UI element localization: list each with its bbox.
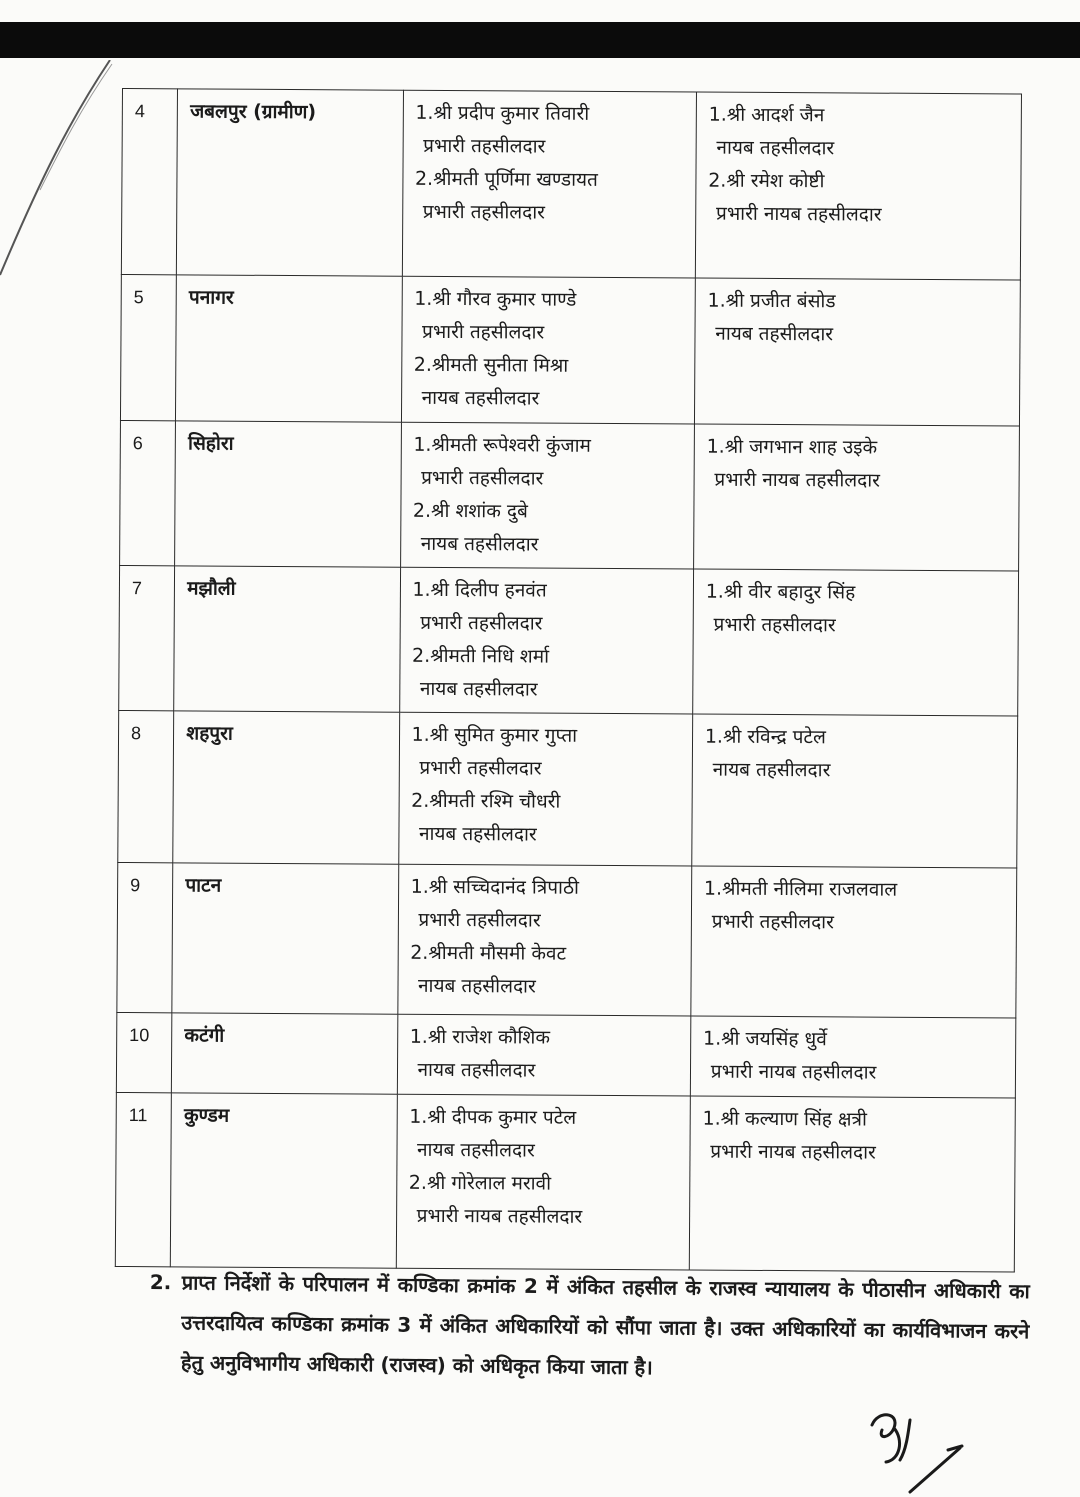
officer-designation: नायब तहसीलदार	[715, 322, 834, 346]
officer-name: 1.श्री राजेश कौशिक	[409, 1025, 551, 1049]
tehsil-name-cell: पनागर	[176, 275, 402, 422]
presiding-officer-cell	[402, 90, 696, 278]
assigned-officer-cell	[695, 92, 1021, 280]
serial-number-cell: 5	[120, 274, 176, 420]
officer-designation: प्रभारी नायब तहसीलदार	[714, 468, 881, 492]
officer-entry	[708, 99, 1011, 167]
officer-designation: प्रभारी नायब तहसीलदार	[416, 1204, 583, 1228]
table-row	[115, 1092, 1015, 1271]
tehsil-name-cell: कुण्डम	[171, 1093, 397, 1268]
officer-entry	[414, 283, 685, 351]
serial-number-cell: 6	[120, 420, 176, 565]
officer-designation: प्रभारी तहसीलदार	[713, 613, 836, 637]
officer-entry	[705, 721, 1008, 789]
officer-name: 1.श्री प्रजीत बंसोड	[707, 289, 836, 313]
officer-name: 2.श्री शशांक दुबे	[412, 499, 528, 523]
officer-entry	[409, 1101, 680, 1169]
officer-name: 1.श्री प्रदीप कुमार तिवारी	[415, 101, 590, 125]
officer-entry	[413, 429, 684, 497]
officer-designation: प्रभारी तहसीलदार	[418, 908, 541, 932]
instruction-paragraph	[149, 1262, 1030, 1391]
paragraph-number: 2.	[149, 1269, 172, 1295]
table-row	[120, 420, 1020, 570]
officer-entry	[704, 873, 1007, 941]
officer-designation: नायब तहसीलदार	[419, 677, 538, 701]
assigned-officer-cell	[690, 1016, 1016, 1098]
officer-designation: नायब तहसीलदार	[418, 822, 537, 846]
assigned-officer-cell	[694, 278, 1020, 426]
officer-entry	[707, 285, 1010, 353]
presiding-officer-cell	[397, 1014, 691, 1096]
officer-entry	[705, 576, 1008, 644]
officer-entry	[412, 640, 683, 708]
officer-entry	[702, 1103, 1005, 1171]
officer-designation: प्रभारी तहसीलदार	[420, 611, 543, 635]
officer-entry	[415, 163, 686, 231]
officer-name: 1.श्री दीपक कुमार पटेल	[409, 1105, 577, 1129]
presiding-officer-cell	[398, 712, 692, 866]
officer-entry	[409, 1021, 680, 1089]
officer-designation: नायब तहसीलदार	[417, 974, 536, 998]
officer-designation: नायब तहसीलदार	[417, 1058, 536, 1082]
table-body	[115, 89, 1021, 1272]
assigned-officer-cell	[692, 569, 1018, 716]
officer-name: 1.श्रीमती रूपेश्वरी कुंजाम	[413, 433, 591, 457]
officer-entry	[415, 97, 686, 165]
officer-designation: नायब तहसीलदार	[712, 758, 831, 782]
top-dark-band	[0, 22, 1080, 58]
officer-name: 1.श्री सुमित कुमार गुप्ता	[411, 723, 578, 747]
tehsil-name-cell: जबलपुर (ग्रामीण)	[177, 89, 403, 276]
table-row	[117, 862, 1017, 1017]
tehsil-name-cell: शहपुरा	[173, 711, 399, 864]
officer-entry	[411, 719, 682, 787]
officer-designation: नायब तहसीलदार	[420, 532, 539, 556]
table-row	[120, 274, 1020, 425]
officer-designation: प्रभारी तहसीलदार	[419, 756, 542, 780]
serial-number-cell: 7	[119, 565, 175, 710]
officer-name: 1.श्री कल्याण सिंह क्षत्री	[702, 1107, 868, 1131]
officer-entry	[412, 574, 683, 642]
officer-entry	[411, 785, 682, 853]
officer-designation: प्रभारी तहसीलदार	[423, 134, 546, 158]
officer-name: 1.श्री जयसिंह धुर्वे	[702, 1027, 827, 1051]
officer-name: 1.श्रीमती नीलिमा राजलवाल	[703, 877, 898, 901]
officer-designation: प्रभारी तहसीलदार	[422, 200, 546, 224]
officer-designation: प्रभारी नायब तहसीलदार	[710, 1140, 876, 1164]
tehsil-name-cell: पाटन	[172, 863, 398, 1014]
officer-designation: प्रभारी नायब तहसीलदार	[715, 202, 882, 226]
initials-signature	[860, 1400, 1080, 1497]
officer-designation: नायब तहसीलदार	[716, 136, 835, 160]
serial-number-cell: 8	[118, 710, 174, 862]
officer-name: 2.श्री रमेश कोष्टी	[708, 169, 825, 193]
officer-entry	[410, 871, 681, 939]
page-edge-shadow	[0, 60, 120, 280]
officer-name: 1.श्री सच्चिदानंद त्रिपाठी	[410, 875, 580, 899]
officer-designation: नायब तहसीलदार	[416, 1138, 535, 1162]
assigned-officer-cell	[693, 424, 1019, 571]
presiding-officer-cell	[400, 422, 694, 569]
officer-name: 1.श्री वीर बहादुर सिंह	[705, 580, 856, 604]
officer-name: 2.श्रीमती सुनीता मिश्रा	[413, 353, 569, 377]
officer-name: 2.श्री गोरेलाल मरावी	[408, 1171, 552, 1195]
officer-name: 1.श्री आदर्श जैन	[708, 103, 825, 127]
assigned-officer-cell	[689, 1096, 1015, 1272]
tehsil-name-cell: कटंगी	[172, 1013, 398, 1094]
assigned-officer-cell	[691, 866, 1017, 1018]
presiding-officer-cell	[396, 1094, 690, 1270]
officer-designation: प्रभारी नायब तहसीलदार	[710, 1060, 877, 1084]
officer-allocation-table	[115, 88, 1022, 1272]
officer-name: 1.श्री जगभान शाह उइके	[706, 435, 878, 459]
officer-designation: नायब तहसीलदार	[421, 386, 540, 410]
assigned-officer-cell	[692, 714, 1018, 868]
officer-designation: प्रभारी तहसीलदार	[421, 320, 545, 344]
paragraph-text: प्राप्त निर्देशों के परिपालन में कण्डिका क्रमांक 2 में अंकित तहसील के राजस्व न्यायालय के पीठासीन अधिकारी का उत्तरदायित्व कण्डिका क्रमांक 3 में अंकित अधिकारियों को सौंपा जाता है। उक्त अधिकारियों का कार्यविभाजन करने हेतु अनुविभागीय अधिकारी (राजस्व) को अधिकृत किया जाता है।	[180, 1270, 1030, 1380]
table-row	[119, 565, 1019, 715]
officer-name: 1.श्री गौरव कुमार पाण्डे	[414, 287, 577, 311]
table-row	[118, 710, 1018, 867]
presiding-officer-cell	[401, 276, 695, 424]
presiding-officer-cell	[397, 864, 691, 1016]
serial-number-cell: 9	[117, 862, 173, 1012]
tehsil-name-cell: सिहोरा	[175, 421, 401, 567]
officer-designation: प्रभारी तहसीलदार	[421, 466, 544, 490]
officer-name: 2.श्रीमती रश्मि चौधरी	[411, 789, 561, 813]
officer-name: 2.श्रीमती निधि शर्मा	[412, 644, 550, 668]
tehsil-name-cell: मझौली	[174, 566, 400, 712]
serial-number-cell: 10	[116, 1012, 172, 1092]
officer-name: 2.श्रीमती पूर्णिमा खण्डायत	[414, 167, 598, 191]
officer-entry	[708, 165, 1011, 233]
presiding-officer-cell	[399, 567, 693, 714]
officer-entry	[703, 1023, 1006, 1091]
table-row	[116, 1012, 1015, 1097]
officer-name: 2.श्रीमती मौसमी केवट	[410, 941, 567, 965]
officer-name: 1.श्री रविन्द्र पटेल	[704, 725, 826, 749]
officer-entry	[414, 349, 685, 417]
officer-entry	[409, 1167, 680, 1235]
table-row	[121, 89, 1021, 280]
officer-designation: प्रभारी तहसीलदार	[711, 910, 834, 934]
officer-entry	[410, 937, 681, 1005]
serial-number-cell: 11	[115, 1092, 171, 1266]
serial-number-cell: 4	[121, 89, 177, 275]
officer-entry	[706, 431, 1009, 499]
officer-entry	[413, 495, 684, 563]
officer-name: 1.श्री दिलीप हनवंत	[412, 578, 547, 602]
